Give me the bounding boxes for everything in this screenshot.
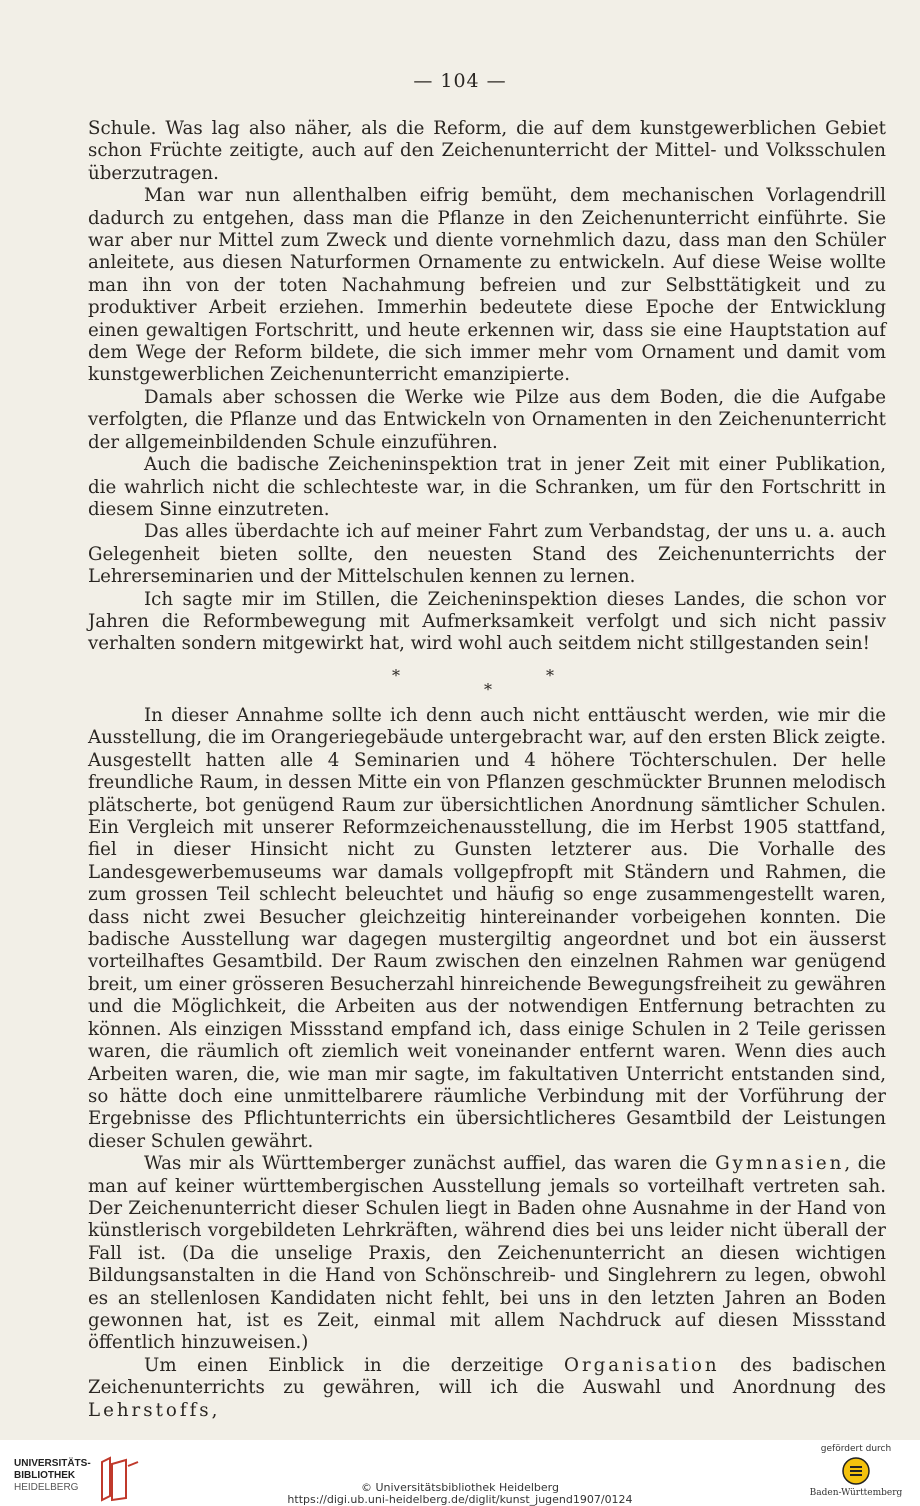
paragraph: Ich sagte mir im Stillen, die Zeicheninspektion dieses Landes, die schon vor Jahren die Reformbewegung mit Aufmerksamkeit verfolgt und sich nicht passiv verhalten sondern mitgewirkt hat, wird wohl auch seitdem nicht stillgestanden sein!: [88, 588, 886, 655]
asterisk: *: [546, 666, 554, 685]
spaced-term: Lehrstoffs: [88, 1399, 212, 1421]
library-name-line: BIBLIOTHEK: [14, 1470, 76, 1481]
sponsor-name: Baden-Württemberg: [809, 1488, 903, 1498]
paragraph: Man war nun allenthalben eifrig bemüht, dem mechanischen Vorlagendrill dadurch zu entgehen, dass man die Pflanze in den Zeichenunterricht einführte. Sie war aber nur Mittel zum Zweck und diente vornehmlich dazu, dass man den Schüler anleitete, aus diesen Naturformen Ornamente zu entwickeln. Auf diese Weise wollte man ihn von der toten Nachahmung befreien und zur Selbsttätigkeit und zu produktiver Arbeit erziehen. Immerhin bedeutete diese Epoche der Entwicklung einen gewaltigen Fortschritt, und heute erkennen wir, dass sie eine Hauptstation auf dem Wege der Reform bildete, die sich immer mehr vom Ornament und damit vom kunstgewerblichen Zeichenunterricht emanzipierte.: [88, 185, 886, 386]
permalink[interactable]: https://digi.ub.uni-heidelberg.de/diglit/kunst_jugend1907/0124: [287, 1493, 633, 1506]
section-separator: [380, 666, 580, 706]
library-name-line: UNIVERSITÄTS-: [14, 1458, 91, 1469]
paragraph: [88, 1355, 886, 1422]
footer-credits: [0, 1482, 920, 1506]
library-name-line: HEIDELBERG: [14, 1482, 79, 1493]
paragraph: [88, 1153, 886, 1355]
sponsor-label: gefördert durch: [820, 1444, 892, 1454]
spaced-term: Organisation: [564, 1354, 720, 1376]
text-run: , die man auf keiner württembergischen Ausstellung jemals so vorteilhaft vertreten sah. Der Zeichenunterricht dieser Schulen liegt in Baden ohne Ausnahme in der Hand von künstlerisch vorgebildeten Lehrkräften, während dies bei uns leider nicht überall der Fall ist. (Da die unselige Praxis, den Zeichenunterricht an diesen wichtigen Bildungsanstalten in die Hand von Schönschreib- und Singlehrern zu legen, obwohl es an stellenlosen Kandidaten nicht fehlt, bei uns in den letzten Jahren an Boden gewonnen hat, ist es Zeit, einmal mit allem Nachdruck auf diesen Missstand öffentlich hinzuweisen.): [88, 1153, 887, 1354]
text-block-top: [88, 118, 886, 656]
text-run: Was mir als Württemberger zunächst auffiel, das waren die: [144, 1153, 716, 1175]
paragraph: Schule. Was lag also näher, als die Reform, die auf dem kunstgewerblichen Gebiet schon Früchte zeitigte, auch auf den Zeichenunterricht der Mittel- und Volksschulen überzutragen.: [88, 118, 886, 184]
spaced-term: Gymnasien: [715, 1153, 845, 1175]
page-number: — 104 —: [413, 70, 507, 92]
text-run: Um einen Einblick in die derzeitige: [144, 1354, 565, 1376]
sponsor-logo[interactable]: [806, 1444, 906, 1498]
copyright-text: © Universitätsbibliothek Heidelberg: [360, 1481, 559, 1494]
paragraph: Damals aber schossen die Werke wie Pilze aus dem Boden, die die Aufgabe verfolgten, die Pflanze und das Entwickeln von Ornamenten in den Zeichenunterricht der allgemeinbildenden Schule einzuführen.: [88, 386, 886, 453]
paragraph: Das alles überdachte ich auf meiner Fahrt zum Verbandstag, der uns u. a. auch Gelegenheit bieten sollte, den neuesten Stand des Zeichenunterrichts der Lehrerseminarien und der Mittelschulen kennen zu lernen.: [88, 521, 886, 588]
paragraph: In dieser Annahme sollte ich denn auch nicht enttäuscht werden, wie mir die Ausstellung, die im Orangeriegebäude untergebracht war, auf den ersten Blick zeigte. Ausgestellt hatten alle 4 Seminarien und 4 höhere Töchterschulen. Der helle freundliche Raum, in dessen Mitte ein von Pflanzen geschmückter Brunnen melodisch plätscherte, bot genügend Raum zur übersichtlichen Anordnung sämtlicher Schulen. Ein Vergleich mit unserer Reformzeichenausstellung, die im Herbst 1905 stattfand, fiel in dieser Hinsicht nicht zu Gunsten letzterer aus. Die Vorhalle des Landesgewerbemuseums war damals vollgepfropft mit Ständern und Rahmen, die zum grossen Teil schlecht beleuchtet und häufig so enge zusammengestellt waren, dass nicht zwei Besucher gleichzeitig hintereinander vorbeigehen konnten. Die badische Ausstellung war dagegen mustergiltig angeordnet und bot ein äusserst vorteilhaftes Gesamtbild. Der Raum zwischen den einzelnen Rahmen war genügend breit, um einer grösseren Besucherzahl hinreichende Bewegungsfreiheit zu gewähren und die Möglichkeit, die Arbeiten aus der notwendigen Entfernung betrachten zu können. Als einzigen Missstand empfand ich, dass einige Schulen in 2 Teile gerissen waren, die räumlich oft ziemlich weit voneinander entfernt waren. Wenn dies auch Arbeiten waren, die, wie man mir sagte, im fakultativen Unterricht entstanden sind, so hätte doch eine unmittelbarere räumliche Verbindung mit der Vorführung der Ergebnisse des Pflichtunterrichts ein übersichtlicheres Gesamtbild der Leistungen dieser Schulen gewährt.: [88, 705, 886, 1152]
text-run: ,: [211, 1399, 218, 1421]
state-crest-icon: [841, 1456, 871, 1486]
text-run: des badischen Zeichenunterrichts zu gewähren, will ich die Auswahl und Anordnung des: [88, 1354, 886, 1399]
asterisk: *: [484, 680, 492, 699]
paragraph: Auch die badische Zeicheninspektion trat in jener Zeit mit einer Publikation, die wahrlich nicht die schlechteste war, in die Schranken, um für den Fortschritt in diesem Sinne einzutreten.: [88, 454, 886, 520]
asterisk: *: [392, 666, 400, 685]
footer-bar: [0, 1440, 920, 1506]
text-block-bottom: [88, 705, 886, 1422]
